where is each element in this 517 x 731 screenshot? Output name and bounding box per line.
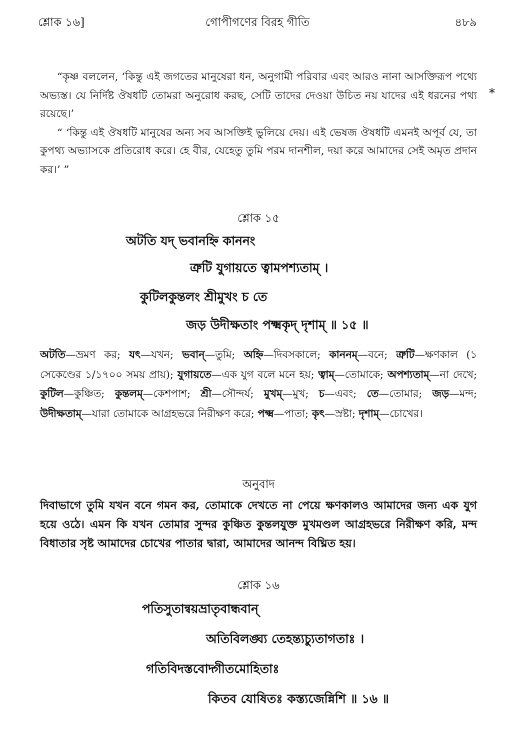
synonym-word: যুগায়তে	[177, 368, 212, 381]
verse-16-heading: শ্লোক ১৬	[237, 578, 280, 592]
verse-16-line-3: গতিবিদস্তবোদ্গীতমোহিতাঃ	[146, 661, 280, 676]
synonym-word: উদীক্ষতাম্	[40, 407, 82, 420]
synonym-word: কাননম্	[329, 349, 358, 361]
word-for-word-synonyms	[40, 346, 477, 424]
synonym-meaning: —মুখ;	[282, 388, 319, 401]
synonym-meaning: —তোমাকে;	[334, 368, 388, 381]
synonym-meaning: —ভ্রমণ কর;	[65, 349, 130, 361]
synonym-word: কুটিল	[40, 388, 64, 401]
synonym-word: ভবান্	[182, 349, 205, 361]
purport-continuation	[40, 68, 477, 180]
synonym-meaning: —সৌন্দর্য;	[211, 388, 264, 401]
verse-16-line-2: অতিবিলঙ্ঘ্য তেহন্ত্যচ্যুতাগতাঃ ।	[206, 631, 365, 646]
synonym-word: দৃশাম্	[358, 407, 380, 420]
synonym-meaning: —ক্ষণকাল (১ সেকেণ্ডের ১/১৭০০ সময় প্রায়);	[40, 349, 478, 381]
synonym-word: কৃৎ	[311, 407, 325, 420]
verse-15-line-3: কুটিলকুন্তলং শ্রীমুখং চ তে	[140, 289, 268, 304]
synonym-word: অহ্নি	[243, 349, 264, 361]
synonym-word: অপশ্যতাম্	[387, 368, 430, 381]
synonym-word: তে	[366, 388, 379, 401]
translation-heading: অনুবাদ	[242, 477, 275, 491]
synonym-word: জড়	[432, 388, 450, 401]
verse-16-line-4: কিতব যোষিতঃ কস্ত্যজেন্নিশি ॥ ১৬ ॥	[208, 691, 389, 706]
verse-15-heading: শ্লোক ১৫	[237, 211, 280, 225]
synonym-meaning: —মন্দ;	[449, 388, 478, 401]
synonym-meaning: —বনে;	[357, 349, 397, 361]
purport-paragraph-1: “কৃষ্ণ বললেন, ‘কিন্তু এই জগতের মানুষেরা ধন, অনুগামী পরিবার এবং আরও নানা আসক্তিরূপ পথ্যে অভ্যস্ত। যে নির্দিষ্ট ঔষধটি তোমরা অনুরোধ করছ, সেটি তাদের দেওয়া উচিত নয় যাদের এই ধরনের পথ্য রয়েছে।’	[40, 71, 477, 121]
margin-mark: *	[489, 86, 495, 100]
translation-text: দিবাভাগে তুমি যখন বনে গমন কর, তোমাকে দেখতে না পেয়ে ক্ষণকালও আমাদের জন্য এক যুগ হয়ে ওঠে। এমন কি যখন তোমার সুন্দর কুঞ্চিত কুন্তলযুক্ত মুখমণ্ডল আগ্রহভরে নিরীক্ষণ করি, মন্দ বিধাতার সৃষ্ট আমাদের চোখের পাতার দ্বারা, আমাদের আনন্দ বিঘ্নিত হয়।	[40, 499, 477, 551]
synonym-meaning: —চোখের।	[379, 407, 423, 420]
verse-15-line-2: ত্রুটি যুগায়তে ত্বামপশ্যতাম্ ।	[190, 260, 329, 275]
header-verse-ref: শ্লোক ১৬]	[38, 15, 85, 29]
verse-15-line-1: অটতি যদ্ ভবানহ্নি কাননং	[126, 233, 256, 248]
synonym-word: অটতি	[40, 349, 66, 361]
verse-16-line-1: পতিসুতান্বয়ভ্রাতৃবান্ধবান্	[142, 601, 259, 616]
synonym-meaning: —যখন;	[140, 349, 182, 361]
synonym-meaning: —স্রষ্টা;	[324, 407, 359, 420]
synonym-meaning: —কেশপাশ;	[142, 388, 201, 401]
synonym-meaning: —তোমার;	[378, 388, 433, 401]
synonym-word: মুখম্	[263, 388, 283, 401]
synonym-meaning: —এক যুগ বলে মনে হয়;	[211, 368, 319, 381]
synonym-meaning: —এবং;	[324, 388, 367, 401]
verse-15-line-4: জড় উদীক্ষতাং পক্ষ্মকৃদ্ দৃশাম্ ॥ ১৫ ॥	[186, 317, 369, 332]
synonym-meaning: —পাতা;	[273, 407, 312, 420]
synonym-meaning: —তুমি;	[204, 349, 244, 361]
header-chapter-title: গোপীগণের বিরহ গীতি	[205, 15, 310, 29]
purport-paragraph-2: “ ‘কিন্তু এই ঔষধটি মানুষের অন্য সব আসক্তিই ভুলিয়ে দেয়। এই ভেষজ ঔষধটি এমনই অপূর্ব যে, তা কুপথ্য অভ্যাসকে প্রতিরোধ করে। হে বীর, যেহেতু তুমি পরম দানশীল, দয়া করে আমাদের সেই অমৃত প্রদান কর।’ ”	[40, 126, 477, 176]
synonym-word: ত্বাম্	[318, 368, 335, 381]
synonym-word: শ্রী	[200, 388, 212, 401]
synonym-meaning: —কুঞ্চিত;	[63, 388, 115, 401]
synonym-word: কুন্তলম্	[114, 388, 143, 401]
synonym-word: যৎ	[129, 349, 141, 361]
page-number: ৪৮৯	[454, 15, 477, 29]
synonym-word: ত্রুটি	[396, 349, 415, 361]
running-header	[38, 14, 477, 34]
synonym-meaning: —না দেখে;	[429, 368, 477, 381]
synonym-word: চ	[318, 388, 325, 401]
synonym-word: পক্ষ্ম	[257, 407, 274, 420]
synonym-meaning: —দিবসকালে;	[263, 349, 330, 361]
synonym-meaning: —যারা তোমাকে আগ্রহভরে নিরীক্ষণ করে;	[81, 407, 258, 420]
